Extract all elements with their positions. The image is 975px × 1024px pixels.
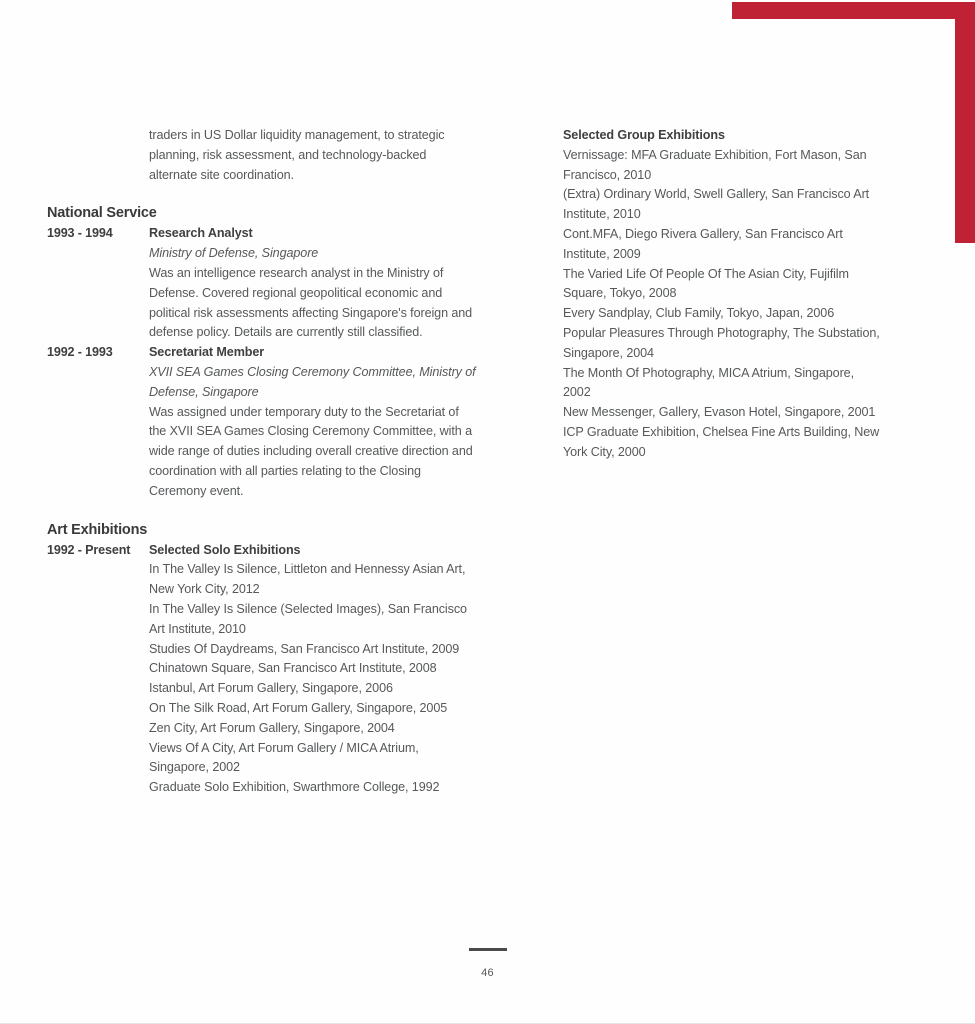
entry-title: Research Analyst [149,226,253,241]
entry-title: Secretariat Member [149,345,265,360]
right-column [563,126,883,463]
section-heading-national-service: National Service [47,205,157,222]
page-footer [0,948,975,981]
solo-exhibition-list [149,560,477,798]
group-exhibition-item: Every Sandplay, Club Family, Tokyo, Japan, 2006 [563,306,835,321]
section-national-service [47,185,477,501]
entry-research-analyst [47,224,477,343]
entry-description: Was an intelligence research analyst in the Ministry of Defense. Covered regional geopolitical economic and political risk assessments affecting Singapore's foreign and defense policy. Details are currently still classified. [149,265,473,340]
page-number: 46 [481,967,494,979]
group-exhibition-item: Cont.MFA, Diego Rivera Gallery, San Francisco Art Institute, 2009 [563,226,843,261]
group-exhibition-item: (Extra) Ordinary World, Swell Gallery, San Francisco Art Institute, 2010 [563,187,870,222]
group-exhibition-item: The Varied Life Of People Of The Asian City, Fujifilm Square, Tokyo, 2008 [563,266,849,301]
solo-exhibition-item: Views Of A City, Art Forum Gallery / MICA Atrium, Singapore, 2002 [149,740,419,775]
group-exhibition-item: Vernissage: MFA Graduate Exhibition, Fort Mason, San Francisco, 2010 [563,147,867,182]
solo-exhibition-item: In The Valley Is Silence (Selected Images), San Francisco Art Institute, 2010 [149,601,467,636]
group-exhibition-item: ICP Graduate Exhibition, Chelsea Fine Arts Building, New York City, 2000 [563,424,880,459]
group-exhibition-item: The Month Of Photography, MICA Atrium, Singapore, 2002 [563,365,854,400]
group-exhibition-item: Popular Pleasures Through Photography, The Substation, Singapore, 2004 [563,325,880,360]
section-heading-selected-group-exhibitions: Selected Group Exhibitions [563,128,725,142]
entry-secretariat-member [47,343,477,501]
continued-paragraph: traders in US Dollar liquidity management, to strategic planning, risk assessment, and technology-backed alternate site coordination. [149,128,445,182]
entry-date: 1992 - Present [47,542,131,557]
solo-exhibition-item: Istanbul, Art Forum Gallery, Singapore, 2006 [149,681,393,696]
left-column [47,126,477,798]
entry-title: Selected Solo Exhibitions [149,542,301,557]
entry-body [149,224,477,343]
solo-exhibition-item: Chinatown Square, San Francisco Art Institute, 2008 [149,661,437,676]
footer-divider-rule [469,948,507,951]
solo-exhibition-item: In The Valley Is Silence, Littleton and Hennessy Asian Art, New York City, 2012 [149,562,466,597]
entry-organization: Ministry of Defense, Singapore [149,246,319,261]
group-exhibition-list [563,146,883,463]
entry-organization: XVII SEA Games Closing Ceremony Committee, Ministry of Defense, Singapore [149,364,476,399]
solo-exhibition-item: Studies Of Daydreams, San Francisco Art Institute, 2009 [149,641,460,656]
solo-exhibition-item: Zen City, Art Forum Gallery, Singapore, 2004 [149,720,395,735]
entry-body [149,541,477,798]
entry-date: 1993 - 1994 [47,226,113,241]
red-corner-right-bar [955,2,975,243]
entry-body [149,343,477,501]
solo-exhibition-item: On The Silk Road, Art Forum Gallery, Singapore, 2005 [149,700,448,715]
section-art-exhibitions [47,502,477,798]
section-heading-art-exhibitions: Art Exhibitions [47,521,148,538]
entry-description: Was assigned under temporary duty to the Secretariat of the XVII SEA Games Closing Ceremony Committee, with a wide range of duties including overall creative direction and coordination with all parties relating to the Closing Ceremony event. [149,404,473,498]
red-corner-top-bar [732,2,975,19]
entry-date: 1992 - 1993 [47,345,113,360]
solo-exhibition-item: Graduate Solo Exhibition, Swarthmore College, 1992 [149,780,440,795]
group-exhibition-item: New Messenger, Gallery, Evason Hotel, Singapore, 2001 [563,405,876,420]
entry-selected-solo-exhibitions [47,541,477,798]
